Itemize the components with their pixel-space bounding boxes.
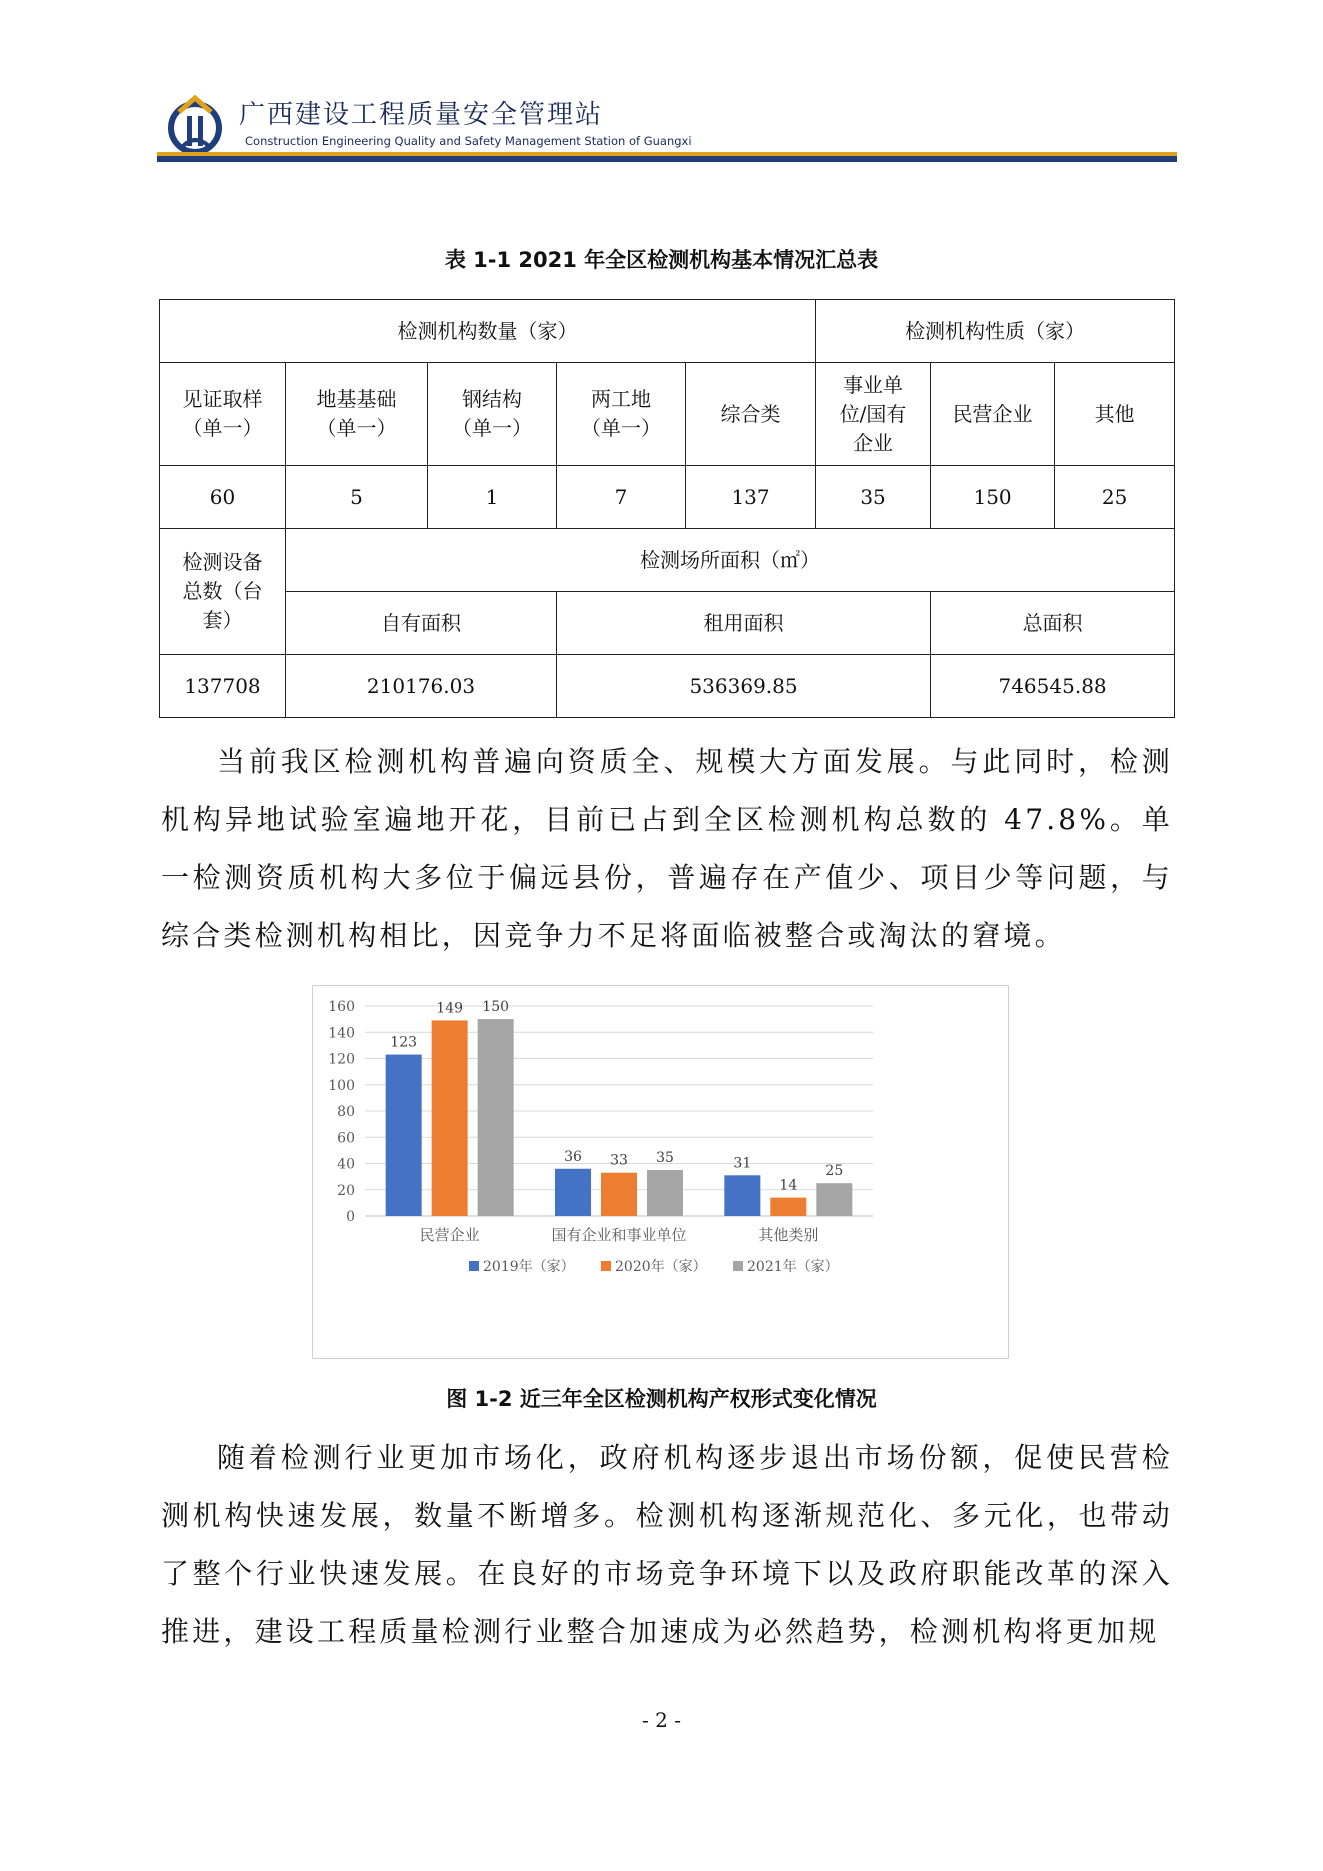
- x-tick-label: 国有企业和事业单位: [551, 1226, 687, 1244]
- col-header-line: 其他: [1094, 401, 1135, 426]
- header-institution-count: 检测机构数量（家）: [160, 300, 816, 363]
- col-header-witness-sampling: [160, 363, 286, 466]
- bar: [432, 1020, 468, 1216]
- value-foundation: 5: [286, 466, 428, 529]
- data-label: 25: [825, 1163, 844, 1180]
- equipment-label-line: 总数（台: [182, 579, 263, 603]
- col-header-steel-structure: [428, 363, 557, 466]
- col-header-line: （单一）: [452, 416, 532, 440]
- area-value-own: 210176.03: [286, 655, 557, 718]
- legend-swatch: [601, 1261, 611, 1271]
- col-header-comprehensive: [686, 363, 816, 466]
- body-paragraph-1: 当前我区检测机构普遍向资质全、规模大方面发展。与此同时，检测机构异地试验室遍地开花，目前已占到全区检测机构总数的 47.8%。单一检测资质机构大多位于偏远县份，普遍存在产值少、项目少等问题，与综合类检测机构相比，因竞争力不足将面临被整合或淘汰的窘境。: [161, 745, 1173, 952]
- col-header-line: （单一）: [316, 416, 397, 440]
- station-logo: [165, 94, 231, 154]
- value-steel-structure: 1: [428, 466, 557, 529]
- equipment-label-line: 检测设备: [182, 550, 263, 574]
- page-number: - 2 -: [642, 1708, 681, 1732]
- chart-caption: 图 1-2 近三年全区检测机构产权形式变化情况: [446, 1387, 877, 1411]
- data-label: 35: [656, 1150, 674, 1167]
- body-paragraph-2: 随着检测行业更加市场化，政府机构逐步退出市场份额，促使民营检测机构快速发展，数量不断增多。检测机构逐渐规范化、多元化，也带动了整个行业快速发展。在良好的市场竞争环境下以及政府职能改革的深入推进，建设工程质量检测行业整合加速成为必然趋势，检测机构将更加规: [161, 1441, 1173, 1648]
- col-header-line: （单一）: [581, 416, 661, 440]
- col-header-other: [1055, 363, 1175, 466]
- value-other: 25: [1055, 466, 1175, 529]
- col-header-private-enterprise: [931, 363, 1055, 466]
- bar: [386, 1055, 422, 1216]
- area-header-rented: 租用面积: [557, 592, 931, 655]
- legend-label: 2020年（家）: [615, 1259, 707, 1275]
- bar: [555, 1169, 591, 1216]
- area-group-header: 检测场所面积（㎡）: [286, 529, 1175, 592]
- bar: [478, 1019, 514, 1216]
- bar: [816, 1183, 852, 1216]
- data-label: 150: [482, 999, 510, 1016]
- org-name-cn: 广西建设工程质量安全管理站: [239, 100, 604, 130]
- value-two-sites: 7: [557, 466, 686, 529]
- y-tick-label: 40: [337, 1156, 355, 1173]
- org-name-en: Construction Engineering Quality and Safety Management Station of Guangxi: [245, 134, 692, 148]
- bar: [647, 1170, 683, 1216]
- legend-swatch: [469, 1261, 479, 1271]
- value-public-institution: 35: [816, 466, 931, 529]
- y-tick-label: 100: [328, 1077, 355, 1094]
- bar: [770, 1198, 806, 1216]
- value-comprehensive: 137: [686, 466, 816, 529]
- data-label: 14: [779, 1177, 798, 1194]
- legend-swatch: [733, 1261, 743, 1271]
- area-header-total: 总面积: [931, 592, 1175, 655]
- area-value-total: 746545.88: [931, 655, 1175, 718]
- y-tick-label: 140: [328, 1025, 355, 1042]
- col-header-public-institution: [816, 363, 931, 466]
- equipment-label-line: 套）: [202, 608, 243, 632]
- x-tick-label: 民营企业: [419, 1226, 480, 1244]
- legend-label: 2019年（家）: [483, 1259, 575, 1275]
- equipment-value: 137708: [160, 655, 286, 718]
- equipment-label-cell: [160, 529, 286, 655]
- data-label: 149: [436, 1000, 464, 1017]
- y-tick-label: 120: [328, 1051, 355, 1068]
- col-header-line: 企业: [853, 430, 894, 455]
- col-header-line: 地基基础: [316, 387, 397, 411]
- col-header-line: 综合类: [720, 401, 781, 426]
- y-tick-label: 0: [346, 1209, 355, 1225]
- col-header-line: 钢结构: [462, 387, 522, 411]
- header-institution-nature: 检测机构性质（家）: [816, 300, 1175, 363]
- page-header: [157, 90, 1177, 168]
- bar: [601, 1173, 637, 1216]
- col-header-foundation: [286, 363, 428, 466]
- header-rule-navy: [157, 156, 1177, 162]
- y-tick-label: 160: [328, 999, 355, 1015]
- chart-frame: [312, 985, 1009, 1359]
- table-caption: 表 1-1 2021 年全区检测机构基本情况汇总表: [444, 248, 879, 272]
- data-label: 123: [390, 1034, 418, 1051]
- area-header-own: 自有面积: [286, 592, 557, 655]
- data-label: 36: [564, 1148, 582, 1165]
- area-value-rented: 536369.85: [557, 655, 931, 718]
- data-label: 31: [733, 1155, 752, 1172]
- bar-chart: [313, 986, 1008, 1358]
- col-header-two-sites: [557, 363, 686, 466]
- value-witness-sampling: 60: [160, 466, 286, 529]
- col-header-line: （单一）: [182, 416, 263, 440]
- summary-table: [159, 299, 1175, 718]
- value-private-enterprise: 150: [931, 466, 1055, 529]
- col-header-line: 两工地: [591, 387, 651, 411]
- col-header-line: 见证取样: [182, 387, 263, 411]
- y-tick-label: 20: [337, 1182, 355, 1199]
- y-tick-label: 80: [337, 1104, 355, 1120]
- col-header-line: 事业单: [843, 372, 904, 397]
- col-header-line: 民营企业: [952, 401, 1033, 426]
- data-label: 33: [610, 1152, 628, 1169]
- legend-label: 2021年（家）: [747, 1259, 839, 1275]
- x-tick-label: 其他类别: [758, 1226, 819, 1244]
- bar: [724, 1175, 760, 1216]
- y-tick-label: 60: [337, 1130, 355, 1147]
- col-header-line: 位/国有: [839, 401, 907, 426]
